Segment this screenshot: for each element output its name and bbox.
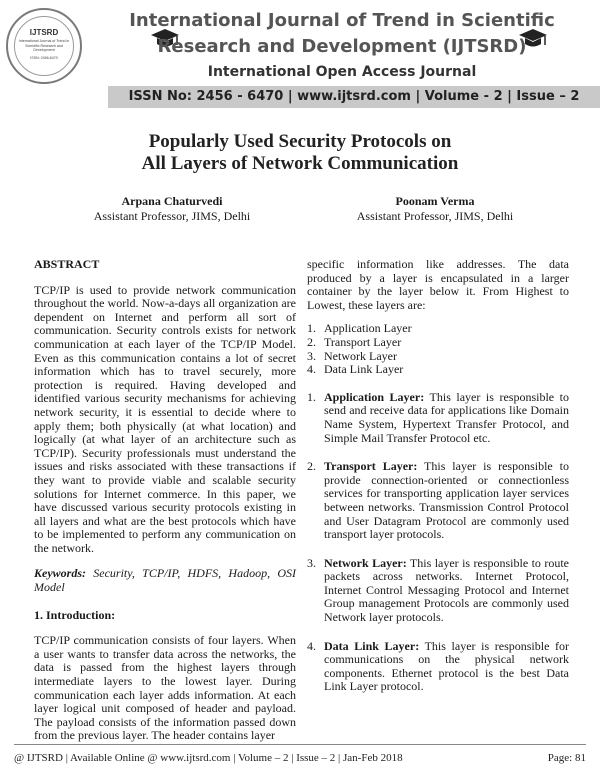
list-item: 2. Transport Layer — [307, 334, 402, 349]
layer-detail-data-link — [307, 640, 569, 694]
journal-title-line2: Research and Development (IJTSRD) — [157, 36, 527, 57]
logo-issn: ISSN: 2456-6470 — [30, 55, 58, 60]
layer-list — [307, 322, 569, 376]
layer-text: Network Layer: This layer is responsible to route packets across networks. Internet Protocol, Internet Control Messaging Protocol and Internet Group management Protocols are commonly used Network layer protocols. — [324, 555, 570, 625]
layer-text: Transport Layer: This layer is responsible to provide connection-oriented or connectionless services for transporting application layer services between networks. Transmission Control Protocol and User Datagram Protocol are commonly used transport layer protocols. — [324, 459, 569, 542]
layer-number: 1. — [307, 389, 316, 404]
author-name: Arpana Chaturvedi — [121, 194, 223, 208]
list-item: 1. Application Layer — [307, 321, 412, 336]
author-block — [62, 194, 282, 224]
keywords — [34, 567, 296, 594]
keywords-label: Keywords: — [34, 566, 86, 581]
author-name: Poonam Verma — [395, 194, 475, 208]
open-access-label: International Open Access Journal — [207, 64, 477, 80]
logo-seal — [14, 16, 74, 76]
left-column — [34, 258, 296, 743]
right-column — [307, 258, 569, 709]
footer-citation: @ IJTSRD | Available Online @ www.ijtsrd.com | Volume – 2 | Issue – 2 | Jan-Feb 2018 — [14, 752, 403, 764]
right-intro-text: specific information like addresses. The data produced by a layer is encapsulated in a larger container by the layer below it. From Highest to Lowest, these layers are: — [307, 257, 569, 312]
abstract-text: TCP/IP is used to provide network communication throughout the world. Now-a-days all organization are dependent on Internet and perform all sort of communication. Security controls exists for network communication at each layer of the TCP/IP Model. Even as this communication contains a lot of secret information which has to travel securely, more protection is required. Having developed and identified various security mechanisms for achieving network security, it is essential to decide where to apply them; both physically (at what location) and logically (at what layer of an architecture such as TCP/IP). Security professionals must understand the issues and risks associated with these transactions if they want to provide viable and scalable security solutions for Internet commerce. In this paper, we have discussed various security protocols existing in all layers and what are the best protocols which have to be implemented to perform any communication on the network. — [34, 282, 296, 555]
paper-title-line2: All Layers of Network Communication — [141, 153, 459, 174]
author-affiliation: Assistant Professor, JIMS, Delhi — [356, 209, 514, 223]
layer-detail-transport — [307, 460, 569, 542]
layer-text: Data Link Layer: This layer is responsible for communications on the physical network components. Ethernet protocol is the best Data Link Layer protocol. — [324, 638, 569, 694]
layer-number: 2. — [307, 459, 316, 474]
introduction-text: TCP/IP communication consists of four layers. When a user wants to transfer data across the networks, the data is passed from the highest layers through intermediate layers to the lowest layer. During communication each layer adds information. At each layer logical unit composed of header and payload. The payload consists of the information passed down from the previous layer. The header contains layer — [34, 633, 296, 743]
author-block — [325, 194, 545, 224]
layer-detail-application — [307, 391, 569, 445]
layer-detail-network — [307, 557, 569, 625]
issn-bar: ISSN No: 2456 - 6470 | www.ijtsrd.com | Volume - 2 | Issue – 2 — [108, 86, 600, 108]
layer-text: Application Layer: This layer is responsible to send and receive data for applications like Domain Name System, Hypertext Transfer Protocol, and Simple Mail Transfer Protocol etc. — [324, 389, 569, 445]
introduction-heading: 1. Introduction: — [34, 607, 116, 622]
layer-number: 3. — [307, 555, 316, 570]
paper-title-line1: Popularly Used Security Protocols on — [148, 131, 452, 152]
logo-title: IJTSRD — [29, 28, 59, 37]
logo-subtitle: International Journal of Trend in Scientific Research and Development — [18, 39, 70, 52]
keywords-value: Security, TCP/IP, HDFS, Hadoop, OSI Model — [34, 566, 297, 595]
layer-number: 4. — [307, 638, 316, 653]
journal-title-line1: International Journal of Trend in Scientific — [129, 10, 555, 31]
footer-divider — [14, 744, 586, 745]
abstract-heading: ABSTRACT — [34, 257, 100, 271]
journal-header — [0, 0, 600, 112]
journal-logo — [6, 8, 82, 84]
author-affiliation: Assistant Professor, JIMS, Delhi — [93, 209, 251, 223]
list-item: 4. Data Link Layer — [307, 362, 404, 377]
list-item: 3. Network Layer — [307, 348, 397, 363]
page-number: Page: 81 — [547, 752, 586, 764]
